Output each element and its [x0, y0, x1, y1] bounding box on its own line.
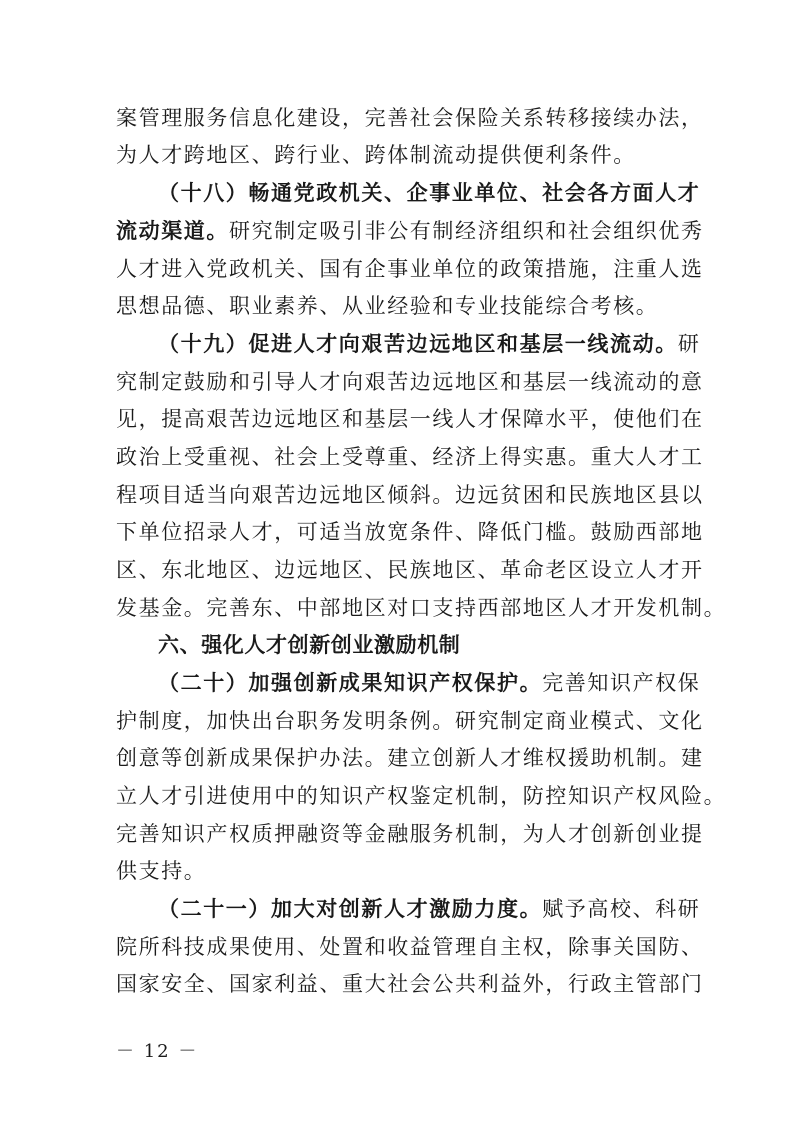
- body-text-line: 发基金。完善东、中部地区对口支持西部地区人才开发机制。: [116, 596, 727, 620]
- body-text-line: 立人才引进使用中的知识产权鉴定机制，防控知识产权风险。: [116, 784, 727, 808]
- body-text-line: 护制度，加快出台职务发明条例。研究制定商业模式、文化: [116, 709, 704, 733]
- body-text-line: 创意等创新成果保护办法。建立创新人才维权援助机制。建: [116, 746, 704, 770]
- body-text-line: 究制定鼓励和引导人才向艰苦边远地区和基层一线流动的意: [116, 370, 704, 394]
- body-text-line: 院所科技成果使用、处置和收益管理自主权，除事关国防、: [116, 935, 704, 959]
- body-text-line: 供支持。: [116, 859, 207, 883]
- body-text-line: 下单位招录人才，可适当放宽条件、降低门槛。鼓励西部地: [116, 520, 704, 544]
- body-text-line: 为人才跨地区、跨行业、跨体制流动提供便利条件。: [116, 143, 636, 167]
- section-18-title-line: （十八）畅通党政机关、企事业单位、社会各方面人才: [158, 180, 701, 205]
- section-21-title-line: （二十一）加大对创新人才激励力度。赋予高校、科研: [158, 896, 701, 921]
- section-19-title-line: （十九）促进人才向艰苦边远地区和基层一线流动。研: [158, 331, 701, 356]
- body-text-line: 思想品德、职业素养、从业经验和专业技能综合考核。: [116, 294, 659, 318]
- body-text-line: 程项目适当向艰苦边远地区倾斜。边远贫困和民族地区县以: [116, 483, 704, 507]
- section-20-title-line: （二十）加强创新成果知识产权保护。完善知识产权保: [158, 670, 701, 695]
- body-text-line: 见，提高艰苦边远地区和基层一线人才保障水平，使他们在: [116, 407, 704, 431]
- body-text-line: 国家安全、国家利益、重大社会公共利益外，行政主管部门: [116, 972, 704, 996]
- page-number: － 12 －: [116, 1041, 199, 1062]
- body-text-line: 政治上受重视、社会上受尊重、经济上得实惠。重大人才工: [116, 445, 704, 469]
- body-text-line: 流动渠道。研究制定吸引非公有制经济组织和社会组织优秀: [116, 218, 704, 243]
- body-text-line: 案管理服务信息化建设，完善社会保险关系转移接续办法，: [116, 106, 704, 130]
- body-text-line: 人才进入党政机关、国有企事业单位的政策措施，注重人选: [116, 257, 704, 281]
- body-text-line: 完善知识产权质押融资等金融服务机制，为人才创新创业提: [116, 822, 704, 846]
- body-text-line: 区、东北地区、边远地区、民族地区、革命老区设立人才开: [116, 558, 704, 582]
- chapter-heading: 六、强化人才创新创业激励机制: [158, 633, 461, 657]
